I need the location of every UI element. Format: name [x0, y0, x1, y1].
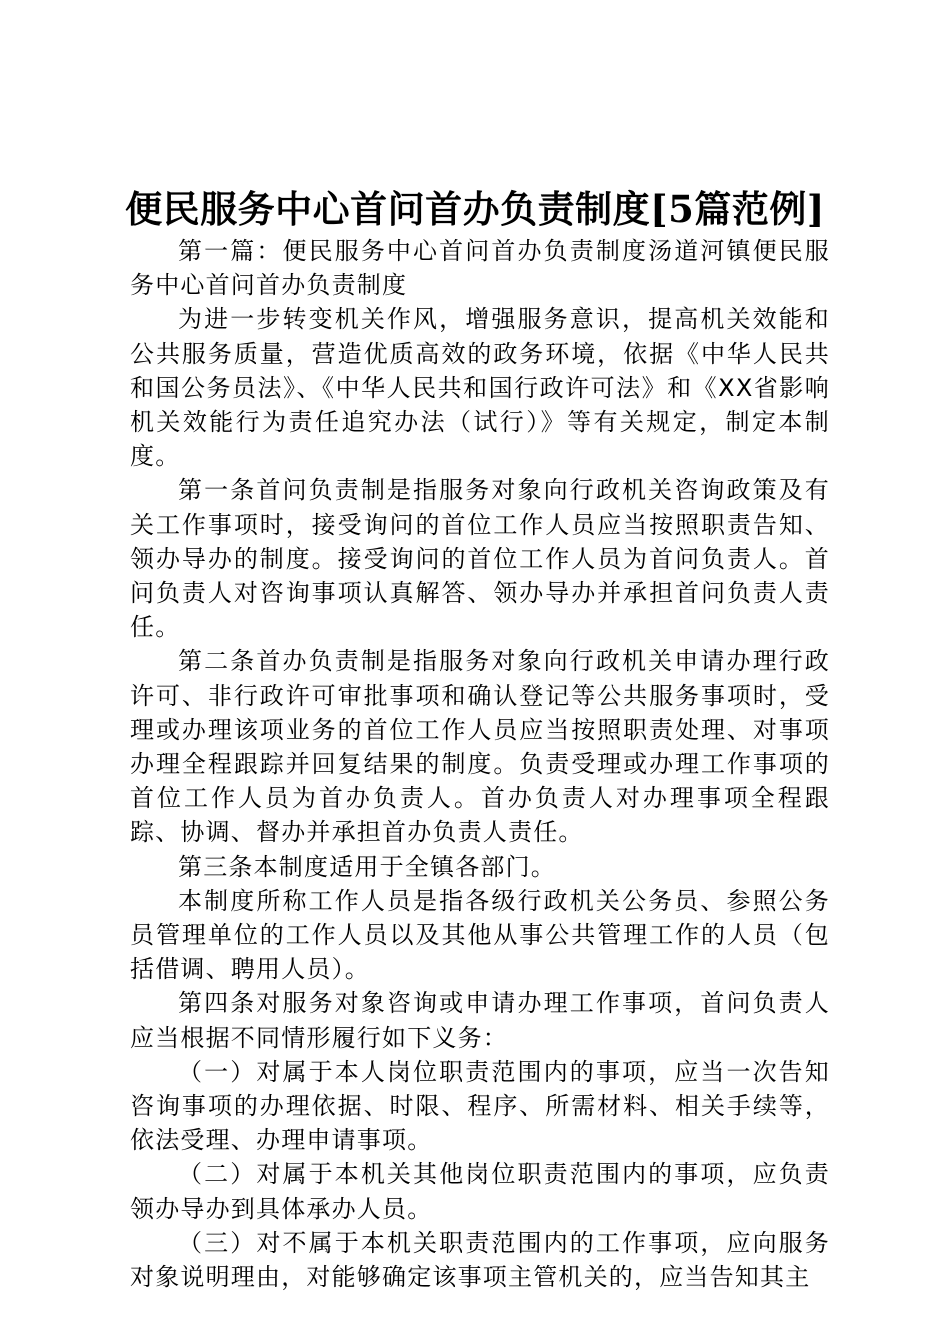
document-title: 便民服务中心首问首办负责制度[5篇范例]	[125, 187, 825, 231]
paragraph-article-3: 第三条本制度适用于全镇各部门。	[178, 852, 556, 881]
paragraph-article-1: 第一条首问负责制是指服务对象向行政机关咨询政策及有关工作事项时，接受询问的首位工作人员应当按照职责告知、领办导办的制度。接受询问的首位工作人员为首问负责人。首问负责人对咨询事项认真解答、领办导办并承担首问负责人责任。	[130, 476, 830, 642]
paragraph-article-3-definition: 本制度所称工作人员是指各级行政机关公务员、参照公务员管理单位的工作人员以及其他从事公共管理工作的人员（包括借调、聘用人员）。	[130, 886, 830, 984]
document-body	[130, 234, 830, 1294]
paragraph-article-4-item-2: （二）对属于本机关其他岗位职责范围内的事项，应负责领办导办到具体承办人员。	[130, 1160, 830, 1223]
paragraph-chapter-heading: 第一篇：便民服务中心首问首办负责制度汤道河镇便民服务中心首问首办负责制度	[130, 237, 830, 300]
paragraph-article-2: 第二条首办负责制是指服务对象向行政机关申请办理行政许可、非行政许可审批事项和确认登记等公共服务事项时，受理或办理该项业务的首位工作人员应当按照职责处理、对事项办理全程跟踪并回复结果的制度。负责受理或办理工作事项的首位工作人员为首办负责人。首办负责人对办理事项全程跟踪、协调、督办并承担首办负责人责任。	[130, 647, 830, 847]
paragraph-purpose: 为进一步转变机关作风，增强服务意识，提高机关效能和公共服务质量，营造优质高效的政务环境，依据《中华人民共和国公务员法》、《中华人民共和国行政许可法》和《XX省影响机关效能行为责任追究办法（试行）》等有关规定，制定本制度。	[130, 305, 830, 471]
paragraph-article-4-item-3: （三）对不属于本机关职责范围内的工作事项，应向服务对象说明理由，对能够确定该事项主管机关的，应当告知其主	[130, 1228, 830, 1292]
paragraph-article-4: 第四条对服务对象咨询或申请办理工作事项，首问负责人应当根据不同情形履行如下义务：	[130, 989, 830, 1052]
paragraph-article-4-item-1: （一）对属于本人岗位职责范围内的事项，应当一次告知咨询事项的办理依据、时限、程序、所需材料、相关手续等，依法受理、办理申请事项。	[130, 1057, 830, 1155]
